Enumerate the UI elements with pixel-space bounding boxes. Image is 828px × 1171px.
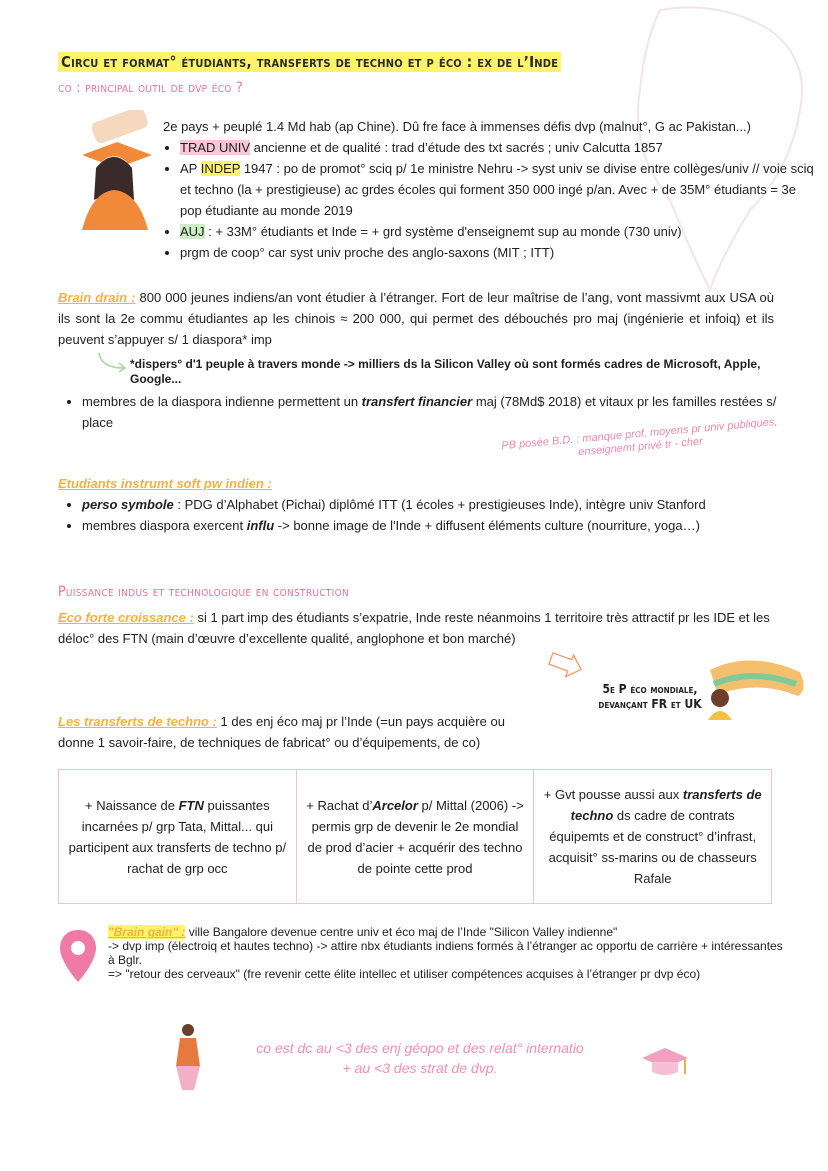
- brain-gain-block: "Brain gain" : ville Bangalore devenue centre univ et éco maj de l’Inde "Silicon Valley indienne" -> dvp imp (électroiq et hautes techno) -> attire nbx étudiants indiens formés à l’étranger ac opportu de carrière + intéressantes à Bglr. => "retour des cerveaux" (fre revenir cette élite intellec et utiliser compétences acquises à l’étranger pr dvp éco): [108, 925, 788, 981]
- soft-power-bullet-2: • membres diaspora exercent influ -> bonne image de l'Inde + diffusent éléments culture (nourriture, yoga…): [82, 515, 802, 536]
- intro-lead: 2e pays + peuplé 1.4 Md hab (ap Chine). Dû fre face à immenses défis dvp (malnut°, G ac Pakistan...): [163, 119, 751, 134]
- table-cell-gvt: + Gvt pousse aussi aux transferts de techno ds cadre de contrats équipemts et de construct° d’infrast, acquisit° ss-marins ou de chasseurs Rafale: [543, 787, 762, 886]
- page-title: Circu et format° étudiants, transferts de techno et p éco : ex de l’Inde: [58, 52, 561, 72]
- intro-bullet-3: • AUJ : + 33M° étudiants et Inde = + grd système d'enseignemt sup au monde (730 univ): [180, 221, 820, 242]
- puissance-heading: Puissance indus et technologique en construction: [58, 584, 350, 600]
- location-pin-icon: [58, 928, 98, 984]
- callout-text: 5e P éco mondiale, devançant FR et UK: [598, 682, 702, 711]
- intro-list: [160, 137, 820, 263]
- brain-gain-heading: "Brain gain" :: [108, 925, 186, 939]
- brain-gain-line-2: -> dvp imp (électroiq et hautes techno) -> attire nbx étudiants indiens formés à l’étranger ac opportu de carrière + intéressantes à Bglr.: [108, 939, 783, 967]
- transfer-paragraph: Les transferts de techno : 1 des enj éco maj pr l’Inde (=un pays acquière ou donne 1 savoir-faire, de techniques de fabricat° ou d’équipements, de co): [58, 714, 505, 750]
- subtitle: co : principal outil de dvp éco ?: [58, 80, 243, 96]
- transfer-table: [58, 769, 772, 904]
- conclusion-line-1: co est dc au <3 des enj géopo et des relat° internatio: [256, 1040, 584, 1056]
- graduate-illustration: [62, 110, 154, 230]
- table-cell-arcelor: + Rachat d’Arcelor p/ Mittal (2006) -> permis grp de devenir le 2e mondial de prod d’acier + acquérir des techno de pointe cette prod: [297, 770, 535, 903]
- brain-gain-line-3: => "retour des cerveaux" (fre revenir cette élite intellec et utiliser compétences acquises à l’étranger pr dvp éco): [108, 967, 701, 981]
- intro-bullet-4: • prgm de coop° car syst univ proche des anglo-saxons (MIT ; ITT): [180, 242, 820, 263]
- conclusion: [200, 1038, 640, 1078]
- brain-drain-paragraph: Brain drain : 800 000 jeunes indiens/an vont étudier à l’étranger. Fort de leur maîtrise de l’ang, vont massivmt aux USA où ils sont la 2e commu étudiantes ap les chinois ≈ 200 000, qui permet des débouchés pro maj (ingénierie et infoiq) et ils peuvent s’appuyer s/ 1 diaspora* imp: [58, 290, 774, 347]
- callout-arrow-icon: [548, 652, 584, 678]
- diaspora-bullet: • membres de la diaspora indienne permettent un transfert financier maj (78Md$ 2018) et vitaux pr les familles restées s/ place: [82, 391, 794, 433]
- arrow-icon: [96, 350, 130, 374]
- problem-note: PB posée B.D. : manque prof, moyens pr univ publiques, enseignemt privé tr - cher: [500, 415, 778, 459]
- conclusion-line-2: + au <3 des strat de dvp.: [342, 1060, 498, 1076]
- flag-girl-illustration: [690, 650, 814, 720]
- graduation-cap-icon: [640, 1046, 690, 1080]
- table-cell-ftn: + Naissance de FTN puissantes incarnées p/ grp Tata, Mittal... qui participent aux transferts de techno p/ rachat de grp occ: [59, 770, 297, 903]
- soft-power-heading: Etudiants instrumt soft pw indien :: [58, 476, 272, 491]
- eco-paragraph: Eco forte croissance : si 1 part imp des étudiants s’expatrie, Inde reste néanmoins 1 territoire très attractif pr les IDE et les déloc° des FTN (main d’œuvre d’excellente qualité, anglophone et bon marché): [58, 610, 770, 646]
- soft-power-bullet-1: • perso symbole : PDG d’Alphabet (Pichai) diplômé ITT (1 écoles + prestigieuses Inde), intègre univ Stanford: [82, 494, 802, 515]
- diaspora-footnote: *dispers° d'1 peuple à travers monde -> milliers ds la Silicon Valley où sont formés cadres de Microsoft, Apple, Google...: [130, 357, 761, 386]
- soft-power-list: [62, 494, 802, 536]
- intro-bullet-1: • TRAD UNIV ancienne et de qualité : trad d’étude des txt sacrés ; univ Calcutta 1857: [180, 137, 820, 158]
- intro-bullet-2: • AP INDEP 1947 : po de promot° sciq p/ 1e ministre Nehru -> syst univ se divise entre collèges/univ // voie sciq et techno (la + prestigieuse) ac grdes écoles qui forment 350 000 ingé p/an. Avec + de 35M° étudiants = 3e pop étudiante au monde 2019: [180, 158, 820, 221]
